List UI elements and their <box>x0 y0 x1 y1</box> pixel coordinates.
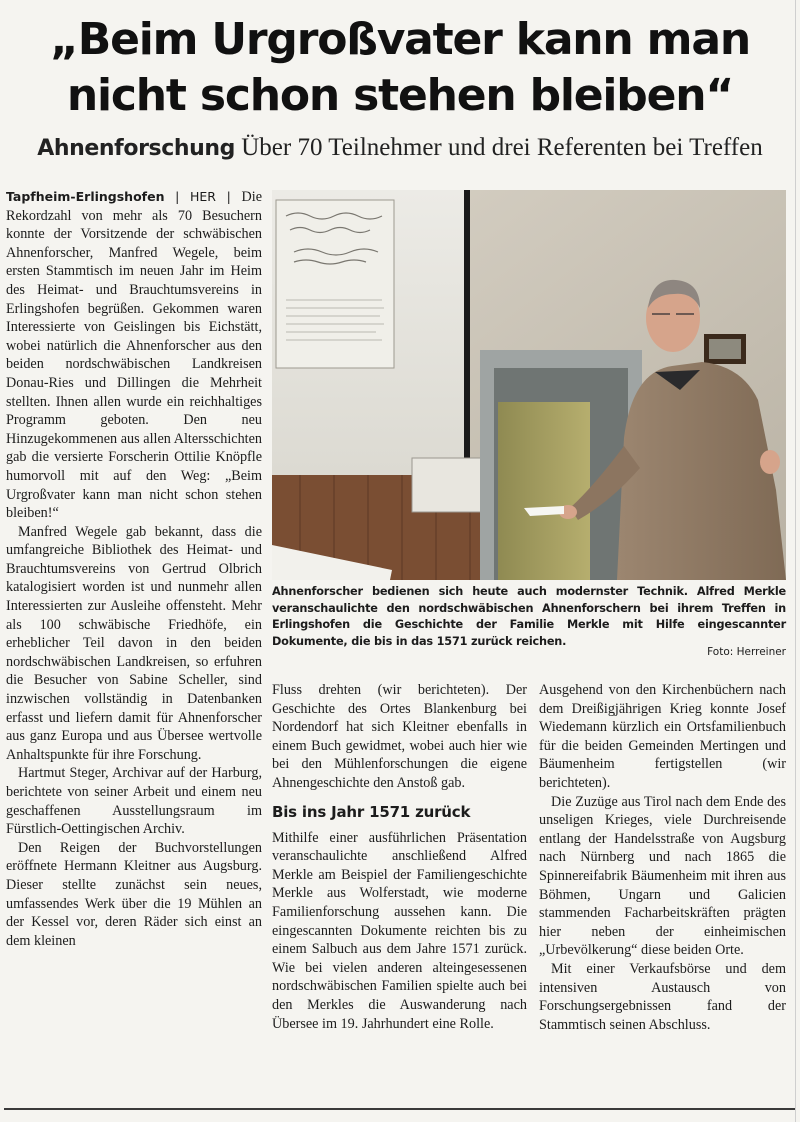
bottom-rule <box>4 1108 796 1110</box>
dateline-place: Tapfheim-Erlingshofen <box>6 189 165 204</box>
article-column-2 <box>272 681 527 1033</box>
article-paragraph <box>6 188 262 523</box>
dateline-separator: | HER | <box>164 189 242 204</box>
photo-presenter-illustration <box>272 190 786 580</box>
subheadline <box>0 132 800 165</box>
subheadline-kicker: Ahnenforschung <box>37 136 235 161</box>
photo-credit: Foto: Herreiner <box>707 646 786 658</box>
article-paragraph: Hartmut Steger, Archivar auf der Harburg, berichtete von seiner Arbeit und einem neu geschaffenen Ausstellungsraum im Fürstlich-Oettingischen Archiv. <box>6 765 262 838</box>
subheadline-text: Über 70 Teilnehmer und drei Referenten bei Treffen <box>241 134 763 161</box>
section-subheading: Bis ins Jahr 1571 zurück <box>272 802 471 821</box>
article-paragraph: Mit einer Verkaufsbörse und dem intensiven Austausch von Forschungsergebnissen fand der Stammtisch seinen Abschluss. <box>539 960 786 1033</box>
right-edge-line <box>795 0 796 1122</box>
article-paragraph: Den Reigen der Buchvorstellungen eröffnete Hermann Kleitner aus Augsburg. Dieser stellte zunächst sein neues, umfassendes Werk über die 19 Mühlen an der Kessel vor, deren Räder sich einst an dem kleinen <box>6 839 262 949</box>
headline-line-1: „Beim Urgroßvater kann man <box>50 14 750 65</box>
article-photo <box>272 190 786 580</box>
article-paragraph: Die Zuzüge aus Tirol nach dem Ende des unseligen Krieges, viele Durchreisende entlang der Handelsstraße von Augsburg nach Nürnberg und nach 1865 die Spinnereifabrik Bäumenheim mit ihren aus Böhmen, Ungarn und Galicien stammenden Facharbeitskräften prägten hier neben der einheimischen „Urbevölkerung“ diese beiden Orte. <box>539 793 786 959</box>
article-paragraph: Manfred Wegele gab bekannt, dass die umfangreiche Bibliothek des Heimat- und Brauchtumsvereins von Gertrud Olbrich katalogisiert worden ist und nunmehr allen Interessierten zur Ausleihe offensteht. Mehr als 100 schwäbische Friedhöfe, ein erheblicher Teil davon in den beiden nordschwäbischen Landkreisen, so erfuhren die Besucher von Sabine Scheller, sind inzwischen vollständig in Datenbanken erfasst und liefern damit für Ahnenforscher aus ganz Europa und aus Übersee wertvolle Anhaltspunkte für ihre Forschung. <box>6 523 262 763</box>
article-paragraph: Fluss drehten (wir berichteten). Der Geschichte des Ortes Blankenburg bei Nordendorf hat sich Kleitner ebenfalls in einem Buch gewidmet, wobei auch hier wie bei den Mühlenforschungen die eigene Ahnengeschichte den Anstoß gab. <box>272 682 527 791</box>
article-paragraph: Mithilfe einer ausführlichen Präsentation veranschaulichte anschließend Alfred Merkle am Beispiel der Familiengeschichte Merkle aus Wolferstadt, wie moderne Familienforschung aussehen kann. Die eingescannten Dokumente reichten bis zu einem Salbuch aus dem Jahre 1571 zurück. Wie bei vielen anderen alteingesessenen nordschwäbischen Familien spielte auch bei den Merkles die Auswanderung nach Übersee im 19. Jahrhundert eine Rolle. <box>272 829 527 1032</box>
article-column-1 <box>6 188 262 950</box>
article-column-3 <box>539 681 786 1034</box>
article-paragraph: Ausgehend von den Kirchenbüchern nach dem Dreißigjährigen Krieg konnte Josef Wiedemann kürzlich ein Ortsfamilienbuch für die beiden Gemeinden Mertingen und Bäumenheim fertigstellen (wir berichteten). <box>539 682 786 791</box>
paragraph-text: Die Rekordzahl von mehr als 70 Besuchern konnte der Vorsitzende der schwäbischen Ahnenforscher, Manfred Wegele, beim ersten Stammtisch im neuen Jahr im Heim des Heimat- und Brauchtumsvereins in Erlingshofen begrüßen. Gekommen waren Interessierte von Geislingen bis Eichstätt, wobei natürlich die Ahnenforscher aus den beiden nordschwäbischen Landkreisen Donau-Ries und Dillingen die Mehrheit stellten. Ihnen allen wurde ein reichhaltiges Programm geboten. Den neu Hinzugekommenen aus allen Altersschichten gab die versierte Forscherin Ottilie Knöpfle humorvoll mit auf den Weg: „Beim Urgroßvater kann man nicht schon stehen bleiben!“ <box>6 189 262 522</box>
headline <box>0 12 800 124</box>
photo-caption: Ahnenforscher bedienen sich heute auch modernster Technik. Alfred Merkle veranschaulichte den nordschwäbischen Ahnenforschern bei ihrem Treffen in Erlingshofen die Geschichte der Familie Merkle mit Hilfe eingescannter Dokumente, die bis in das 1571 zurück reichen. <box>272 585 786 648</box>
headline-line-2: nicht schon stehen bleiben“ <box>66 70 734 121</box>
